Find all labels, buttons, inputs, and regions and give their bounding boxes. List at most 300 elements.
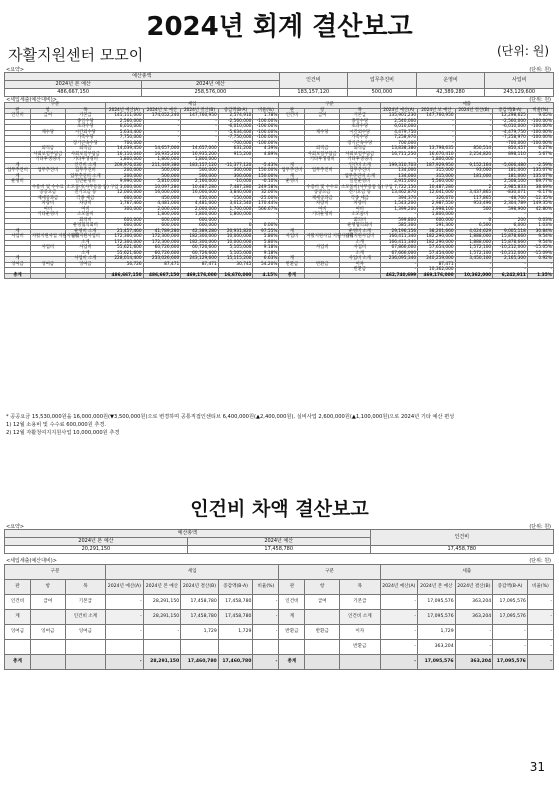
- table-cell: -: [455, 262, 493, 268]
- table-cell: 계: [279, 610, 305, 625]
- summary-sub-revised: 2024년 예산: [142, 81, 279, 89]
- table-cell: 인건비: [279, 595, 305, 610]
- table-cell: -100.00%: [527, 125, 553, 131]
- table-cell: 전기요금 등: [340, 191, 380, 197]
- table-cell: [31, 640, 66, 655]
- table-cell: -: [527, 262, 553, 268]
- table-cell: [31, 610, 66, 625]
- page-number: 31: [529, 760, 545, 774]
- table-cell: 16,000,000: [181, 191, 219, 197]
- table-cell: 9.54%: [527, 235, 553, 241]
- table-cell: 기타후생경비: [305, 158, 340, 164]
- table-cell: 591,300: [418, 224, 456, 230]
- table-cell: 1,998,100: [418, 207, 456, 213]
- table-cell: 2,915,000: [380, 180, 418, 186]
- table-cell: 300,000: [218, 174, 253, 180]
- summary-value: 183,157,120: [279, 89, 348, 97]
- table-cell: 6,010,000: [380, 125, 418, 131]
- table-cell: 사업비: [279, 235, 305, 241]
- table-cell: -: [380, 268, 418, 274]
- table-cell: 사회보험부담금: [31, 152, 66, 158]
- table-cell: 9.05%: [527, 114, 553, 120]
- table-cell: -: [380, 655, 418, 670]
- table-cell: 0.00%: [253, 224, 279, 230]
- table-cell: 잉여금: [5, 625, 31, 640]
- table-cell: 500,000: [143, 169, 181, 175]
- table-cell: 363,204: [455, 610, 493, 625]
- table-cell: 사회보험부담금: [65, 152, 105, 158]
- table-cell: 600,000: [106, 196, 144, 202]
- table-cell: 57,454,000: [418, 251, 456, 257]
- diff-summary-value: 20,291,150: [5, 546, 188, 554]
- table-cell: 182,300,000: [181, 235, 219, 241]
- table-cell: 16,670,410: [418, 152, 456, 158]
- table-cell: 60,726,600: [143, 246, 181, 252]
- table-cell: 17,460,780: [181, 655, 219, 670]
- table-cell: 236,095,340: [380, 257, 418, 263]
- table-cell: 인건비: [5, 114, 31, 120]
- table-cell: 계: [279, 229, 305, 235]
- table-cell: 인건비 소계: [340, 163, 380, 169]
- table-cell: 시간외수당: [65, 130, 105, 136]
- table-cell: 7,487,280: [218, 185, 253, 191]
- table-cell: 반환금: [305, 262, 340, 268]
- table-cell: -: [527, 268, 553, 274]
- table-cell: 총계: [5, 273, 31, 279]
- table-cell: -: [380, 158, 418, 164]
- table-cell: 172,300,000: [143, 235, 181, 241]
- table-cell: [253, 640, 279, 655]
- table-cell: 17,095,576: [418, 595, 456, 610]
- table-cell: 기본급: [65, 595, 105, 610]
- table-cell: 잉여금: [31, 625, 66, 640]
- diff-summary-unit: (단위: 원): [529, 524, 551, 530]
- table-cell: 17,458,780: [218, 595, 253, 610]
- personnel-diff-title: 인건비 차액 결산보고: [190, 498, 369, 520]
- table-cell: 0.03%: [527, 218, 553, 224]
- table-cell: -: [455, 119, 493, 125]
- table-cell: 243,129,600: [181, 257, 219, 263]
- table-cell: -: [455, 130, 493, 136]
- table-cell: 제수당: [31, 130, 66, 136]
- table-cell: 363,204: [455, 595, 493, 610]
- table-cell: -: [493, 213, 528, 219]
- table-cell: 172,300,000: [106, 240, 144, 246]
- table-cell: 계: [5, 174, 31, 180]
- table-cell: 1,729: [418, 625, 456, 640]
- table-cell: 소모품비(사무용품 등) 구입: [66, 184, 119, 190]
- table-cell: 소계: [65, 240, 105, 246]
- table-cell: 9,152,164: [455, 163, 493, 169]
- table-cell: 일반운영비: [65, 180, 105, 186]
- table-cell: 850,514: [455, 147, 493, 153]
- table-cell: -: [253, 610, 279, 625]
- table-cell: 55,621,600: [106, 251, 144, 257]
- table-cell: 147,760,950: [418, 114, 456, 120]
- table-cell: 1,888,000: [455, 235, 493, 241]
- table-cell: 183,157,120: [181, 163, 219, 169]
- table-cell: 차량비: [65, 202, 105, 208]
- table-cell: [305, 610, 340, 625]
- table-cell: 182,300,000: [181, 240, 219, 246]
- table-cell: -7,750,000: [218, 136, 253, 142]
- diff-summary-caption: <요약>: [6, 524, 25, 530]
- table-cell: 93,000: [455, 169, 493, 175]
- column-header: 관: [279, 580, 305, 595]
- table-cell: [143, 640, 181, 655]
- table-cell: 17,095,576: [493, 610, 528, 625]
- table-cell: 181,000: [455, 174, 493, 180]
- table-cell: 운영협의회비: [340, 224, 380, 230]
- summary-sub-original: 2024년 본 예산: [5, 81, 142, 89]
- column-header: 증감액(B-A): [218, 108, 253, 114]
- table-cell: 퇴직금: [65, 147, 105, 153]
- table-cell: 차량비: [340, 202, 380, 208]
- table-cell: 0: [218, 224, 253, 230]
- table-cell: 181,000: [493, 174, 528, 180]
- table-cell: -: [143, 141, 181, 147]
- table-cell: 1.78%: [253, 114, 279, 120]
- summary-header-operation: 운영비: [416, 73, 485, 89]
- table-cell: -: [527, 625, 553, 640]
- table-cell: 953,496: [455, 202, 493, 208]
- table-cell: -10,212,000: [493, 251, 528, 257]
- table-cell: 585,300: [380, 224, 418, 230]
- table-cell: 228,014,400: [106, 257, 144, 263]
- table-cell: 17,095,576: [493, 655, 528, 670]
- table-cell: 시간외수당: [340, 130, 380, 136]
- table-cell: -: [493, 625, 528, 640]
- table-cell: 17,458,780: [181, 595, 219, 610]
- table-cell: 13,798,635: [418, 147, 456, 153]
- table-cell: -: [253, 595, 279, 610]
- table-cell: 인건비: [279, 114, 305, 120]
- table-cell: 1,800,000: [418, 213, 456, 219]
- table-cell: 38.69%: [527, 185, 553, 191]
- table-cell: 수용비 및 수수료: [32, 184, 64, 190]
- table-cell: -: [455, 180, 493, 186]
- table-cell: 14,657,000: [181, 147, 219, 153]
- table-cell: -7,258,970: [493, 136, 528, 142]
- column-header: 항: [305, 580, 340, 595]
- diff-summary-table: [4, 529, 554, 554]
- table-cell: -: [380, 640, 418, 655]
- column-header: 관: [5, 108, 31, 114]
- table-cell: -100.00%: [253, 119, 279, 125]
- table-cell: 4.39%: [253, 147, 279, 153]
- table-cell: 600,000: [106, 224, 144, 230]
- table-cell: 잉여금: [65, 262, 105, 268]
- table-cell: 363,204: [455, 655, 493, 670]
- table-cell: -: [527, 595, 553, 610]
- table-cell: 2,165,300: [493, 257, 528, 263]
- table-cell: 가족수당: [65, 136, 105, 142]
- table-cell: 계: [5, 163, 31, 169]
- table-cell: 기타후생경비: [340, 158, 380, 164]
- table-cell: -: [253, 158, 279, 164]
- note-line: 2) 12월 자활청여지지원사업 10,000,000원 추경: [6, 430, 120, 436]
- table-cell: 67,866,000: [380, 246, 418, 252]
- table-cell: -10,000: [218, 180, 253, 186]
- table-row: [5, 610, 554, 625]
- table-cell: 소모품비: [65, 213, 105, 219]
- diff-summary-value: 17,458,780: [370, 546, 553, 554]
- table-cell: 2,000,000: [143, 207, 181, 213]
- table-cell: 631,200: [218, 147, 253, 153]
- table-cell: [340, 655, 380, 670]
- table-cell: -2,560,000: [218, 119, 253, 125]
- table-cell: 600,000: [181, 224, 219, 230]
- detail-group-category-right: 구분: [279, 103, 380, 109]
- table-cell: 차량비: [305, 202, 340, 208]
- table-cell: 기본급: [340, 114, 380, 120]
- table-cell: 반환금: [279, 262, 305, 268]
- table-cell: 사업비: [340, 246, 380, 252]
- table-cell: -150,000: [218, 196, 253, 202]
- table-cell: 87,471: [143, 262, 181, 268]
- table-cell: 898,110: [493, 152, 528, 158]
- table-cell: 기타후생경비: [65, 158, 105, 164]
- table-cell: 1.35%: [527, 273, 553, 279]
- table-cell: 187,929,950: [418, 163, 456, 169]
- table-cell: -: [181, 136, 219, 142]
- table-cell: [65, 273, 105, 279]
- diff-summary-sub-original: 2024년 본 예산: [5, 538, 188, 546]
- table-cell: 600,000: [106, 218, 144, 224]
- table-cell: -100.00%: [527, 136, 553, 142]
- table-cell: -: [253, 625, 279, 640]
- table-cell: -15.05%: [527, 246, 553, 252]
- table-cell: 300,000: [218, 169, 253, 175]
- table-cell: -: [253, 655, 279, 670]
- table-cell: 14,039,450: [106, 147, 144, 153]
- table-cell: 60,726,600: [181, 246, 219, 252]
- table-cell: [305, 655, 340, 670]
- table-cell: 반환금: [305, 625, 340, 640]
- table-cell: 4.15%: [253, 273, 279, 279]
- table-cell: 42,389,280: [181, 229, 219, 235]
- table-cell: 28,291,150: [143, 595, 181, 610]
- table-cell: 차량비: [31, 202, 66, 208]
- table-cell: 2,987,550: [418, 202, 456, 208]
- table-cell: 계: [5, 610, 31, 625]
- table-cell: 10,487,280: [418, 185, 456, 191]
- table-cell: 16,670,000: [218, 273, 253, 279]
- unit-label: (단위: 원): [497, 44, 549, 58]
- table-cell: -10,212,000: [493, 246, 528, 252]
- table-cell: -: [218, 218, 253, 224]
- table-cell: 30,745: [218, 262, 253, 268]
- table-cell: 9,990,000: [106, 180, 144, 186]
- table-cell: 15,115,200: [218, 257, 253, 263]
- table-cell: 54.20%: [253, 262, 279, 268]
- table-cell: 반환금: [279, 625, 305, 640]
- table-cell: 3,012,540: [218, 202, 253, 208]
- table-cell: 초과수당: [340, 125, 380, 131]
- column-header: 비율(%): [527, 108, 553, 114]
- table-cell: 486,667,150: [106, 273, 144, 279]
- table-cell: 16,000,000: [143, 191, 181, 197]
- table-cell: 69.77%: [527, 180, 553, 186]
- table-cell: 7,722,150: [380, 185, 418, 191]
- table-cell: 3,000,000: [106, 185, 144, 191]
- table-cell: 수용비 및 수수료: [306, 184, 339, 190]
- table-cell: 제세공과금: [305, 196, 340, 202]
- table-cell: 32.00%: [253, 191, 279, 197]
- table-cell: 자활지원사업비: [65, 235, 105, 241]
- table-cell: 1,800,000: [418, 158, 456, 164]
- diff-group-expenditure: 세출: [380, 565, 553, 580]
- table-cell: -: [380, 595, 418, 610]
- table-cell: 500,000: [181, 169, 219, 175]
- table-cell: 16,935,200: [181, 152, 219, 158]
- table-cell: 60,726,600: [143, 251, 181, 257]
- table-cell: -: [455, 158, 493, 164]
- table-cell: -: [181, 130, 219, 136]
- table-cell: 1,800,000: [106, 158, 144, 164]
- note-line: * 공공요금 15,530,000원을 16,000,000원(▼3,500,000원)으로 변경하며 공통직접인센티브 6,400,000원(▲2,400,000원), 실비사업 2,600,000원(▲1,100,000원)으로 2024년 기타 예산 편성: [6, 414, 455, 420]
- table-cell: -100.00%: [527, 130, 553, 136]
- table-cell: 21,457,460: [106, 229, 144, 235]
- column-header: 2024년 본 예산: [418, 580, 456, 595]
- table-cell: -25.00%: [253, 196, 279, 202]
- table-cell: 여비: [65, 207, 105, 213]
- table-cell: 반환금: [340, 268, 380, 274]
- table-cell: 이자: [340, 262, 380, 268]
- table-cell: -: [143, 125, 181, 131]
- table-cell: 16,110,040: [106, 152, 144, 158]
- table-cell: 장기근속수당: [340, 141, 380, 147]
- diff-detail-unit: (단위: 원): [529, 558, 551, 564]
- table-cell: 17,458,780: [218, 610, 253, 625]
- table-cell: -: [418, 141, 456, 147]
- table-cell: -100.00%: [253, 125, 279, 131]
- table-cell: -: [527, 158, 553, 164]
- page-title: 2024년 회계 결산보고: [146, 12, 413, 42]
- detail-table-wrap: [4, 102, 554, 279]
- column-header: 2024년 결산(B): [455, 108, 493, 114]
- table-cell: 업무추진비: [279, 169, 305, 175]
- table-cell: 10,000,000: [218, 240, 253, 246]
- table-cell: 17,095,576: [493, 595, 528, 610]
- column-header: 항: [31, 580, 66, 595]
- table-cell: 각종 세금: [65, 196, 105, 202]
- summary-value: 42,389,280: [416, 89, 485, 97]
- table-cell: 2,254,820: [455, 152, 493, 158]
- table-cell: -: [527, 640, 553, 655]
- column-header: 목: [65, 108, 105, 114]
- detail-caption: <세입세출(예산대비)>: [6, 97, 57, 103]
- table-cell: 150.00%: [253, 169, 279, 175]
- table-cell: 운영비 소계: [340, 229, 380, 235]
- table-cell: 10,487,280: [181, 185, 219, 191]
- table-cell: -: [455, 268, 493, 274]
- column-header: 2024년 예산(A): [380, 580, 418, 595]
- notes: [6, 413, 454, 437]
- table-cell: 149.35%: [527, 202, 553, 208]
- table-cell: 135.07%: [527, 174, 553, 180]
- table-cell: 170.44%: [253, 202, 279, 208]
- table-cell: 209,976,030: [106, 163, 144, 169]
- column-header: 2024년 결산(B): [455, 580, 493, 595]
- table-cell: 172,300,000: [106, 235, 144, 241]
- table-cell: 급여: [305, 595, 340, 610]
- table-cell: -700,000: [218, 141, 253, 147]
- table-cell: 17,460,780: [218, 655, 253, 670]
- table-cell: 42.80%: [527, 207, 553, 213]
- column-header: 증감액(B-A): [218, 580, 253, 595]
- table-cell: -: [106, 213, 144, 219]
- table-cell: 17,458,780: [181, 610, 219, 625]
- summary-value: 258,576,000: [142, 89, 279, 97]
- table-cell: 사회보험부담금: [340, 152, 380, 158]
- table-cell: 13,462,870: [380, 191, 418, 197]
- table-cell: 394,370: [380, 196, 418, 202]
- table-cell: -: [418, 136, 456, 142]
- column-header: 비율(%): [253, 580, 279, 595]
- summary-value: 500,000: [348, 89, 417, 97]
- table-cell: 87,471: [418, 262, 456, 268]
- table-cell: 공공요금: [31, 191, 66, 197]
- table-cell: 12,000,000: [106, 191, 144, 197]
- table-cell: 여비: [305, 207, 340, 213]
- table-cell: -: [106, 625, 144, 640]
- table-cell: 업무추진비 소계: [65, 174, 105, 180]
- table-cell: 14,657,000: [143, 147, 181, 153]
- table-cell: 회의비: [340, 218, 380, 224]
- table-row: [5, 640, 554, 655]
- table-cell: 315,000: [418, 174, 456, 180]
- table-cell: 공공요금: [305, 191, 340, 197]
- table-cell: 38,201,660: [418, 229, 456, 235]
- table-cell: 운영비: [5, 180, 31, 186]
- table-cell: -: [218, 158, 253, 164]
- table-cell: -: [253, 213, 279, 219]
- table-cell: 135,901,230: [380, 114, 418, 120]
- table-cell: 2,160,000: [181, 180, 219, 186]
- table-cell: -: [181, 119, 219, 125]
- diff-group-revenue: 세입: [106, 565, 279, 580]
- column-header: 2024년 보 예산: [143, 108, 181, 114]
- table-cell: 사업비: [65, 246, 105, 252]
- table-cell: 6,242,911: [493, 273, 528, 279]
- table-cell: 1,800,000: [218, 213, 253, 219]
- table-cell: 10,097,280: [143, 185, 181, 191]
- table-cell: -48,700: [493, 196, 528, 202]
- table-cell: -: [527, 610, 553, 625]
- table-cell: 60,726,600: [181, 251, 219, 257]
- table-cell: 소모품비(사무용품 등) 구입: [341, 184, 393, 190]
- table-cell: 초과수당: [65, 125, 105, 131]
- summary-value: 486,667,150: [5, 89, 142, 97]
- table-cell: 10,000,000: [218, 235, 253, 241]
- table-cell: 249.58%: [253, 185, 279, 191]
- table-cell: -100.00%: [253, 141, 279, 147]
- table-cell: -: [493, 640, 528, 655]
- table-cell: -6,010,000: [493, 125, 528, 131]
- table-cell: 600,000: [418, 218, 456, 224]
- table-cell: 211,449,380: [143, 163, 181, 169]
- table-cell: 계: [279, 163, 305, 169]
- table-cell: 5,560,000: [418, 180, 456, 186]
- table-cell: -: [106, 595, 144, 610]
- table-cell: 4.89%: [253, 152, 279, 158]
- table-cell: -5.43%: [253, 163, 279, 169]
- diff-summary-wrap: [4, 529, 554, 554]
- table-cell: 15,878,660: [493, 240, 528, 246]
- table-cell: 700,000: [380, 141, 418, 147]
- table-cell: 57,654,000: [418, 246, 456, 252]
